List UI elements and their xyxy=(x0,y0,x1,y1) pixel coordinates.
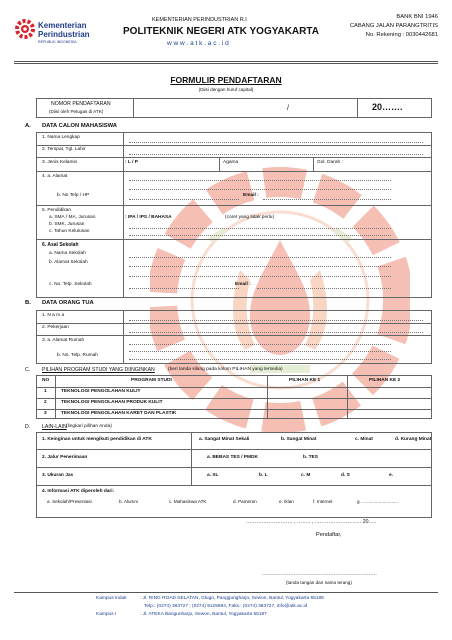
website: w w w . a t k . a c . i d xyxy=(167,40,229,47)
input-alamat-sekolah-1[interactable] xyxy=(129,266,391,267)
option-jas-m[interactable]: c. M xyxy=(301,473,311,478)
section-b-title: DATA ORANG TUA xyxy=(42,300,94,306)
field-alamat-rumah: 3. a. Alamat Rumah xyxy=(42,338,85,343)
pilihan-1-cell[interactable] xyxy=(269,388,345,419)
field-email-sekolah: Email : xyxy=(235,282,251,287)
option-jurusan[interactable]: : IPA / IPS / BAHASA xyxy=(125,215,172,220)
registration-year: 20……. xyxy=(372,102,403,112)
logo-line-2: Perindustrian xyxy=(38,30,90,39)
field-asal-sekolah: 6. Asal Sekolah xyxy=(42,242,79,248)
lain-lain-table xyxy=(36,432,432,518)
prodi-row-name: TEKNOLOGI PENGOLAHAN KULIT xyxy=(61,389,141,394)
option-jalur-a[interactable]: a. BEBAS TES / PMDK xyxy=(207,455,258,460)
prodi-row-no: 2 xyxy=(44,400,47,405)
logo-line-1: Kementerian xyxy=(38,21,87,30)
field-sma-jurusan: a. SMA / MA, Jurusan xyxy=(49,215,96,220)
input-email-sekolah[interactable] xyxy=(257,288,391,289)
registration-sublabel: (Diisi oleh Petugas di ATK) xyxy=(49,109,104,114)
field-nama-sekolah: a. Nama Sekolah xyxy=(49,251,86,256)
footer-kampus-induk-address: : Jl. RING ROAD SELATAN, Glugo, Panggungharjo, Sewon, Bantul, Yogyakarta 55188 xyxy=(140,596,324,601)
field-alamat: 4. a. Alamat xyxy=(42,174,68,179)
question-informasi: 4. Informasi ATK diperoleh dari: xyxy=(42,489,115,494)
input-nama-ortu[interactable] xyxy=(129,320,423,321)
option-info-c[interactable]: c. Mahasiswa ATK xyxy=(169,499,207,504)
input-alamat-sekolah-2[interactable] xyxy=(129,276,391,277)
question-jalur: 2. Jalur Penerimaan xyxy=(42,455,88,460)
prodi-col-pilihan-2: PILIHAN KE 2 xyxy=(369,378,401,383)
footer-kampus-1-label: Kampus I xyxy=(96,612,117,617)
input-telp-hp[interactable] xyxy=(129,199,239,200)
footer-kampus-induk-label: Kampus Induk xyxy=(96,596,127,601)
field-telp-rumah: b. No. Telp. Rumah xyxy=(57,353,98,358)
ministry-name: KEMENTERIAN PERINDUSTRIAN R.I xyxy=(152,17,247,23)
section-b-letter: B. xyxy=(25,300,31,306)
registration-slash: / xyxy=(287,105,289,112)
field-alamat-sekolah: b. Alamat Sekolah xyxy=(49,260,88,265)
bank-branch: CABANG JALAN PARANGTRITIS xyxy=(349,23,438,29)
prodi-row-no: 1 xyxy=(44,389,47,394)
option-info-a[interactable]: a. Sekolah/Presentasi xyxy=(47,499,92,504)
section-a-letter: A. xyxy=(25,123,31,129)
input-nama-sekolah[interactable] xyxy=(129,257,391,258)
field-pekerjaan: 2. Pekerjaan xyxy=(42,325,69,330)
logo-line-3: REPUBLIK INDONESIA xyxy=(38,40,77,44)
registration-label: NOMOR PENDAFTARAN xyxy=(51,101,111,107)
option-minat-b[interactable]: b. Sangat Minat xyxy=(281,437,317,442)
input-telp-rumah[interactable] xyxy=(129,359,391,360)
option-info-b[interactable]: b. Alumni xyxy=(119,499,138,504)
field-smk-jurusan: b. SMK, Jurusan xyxy=(49,222,85,227)
option-info-f[interactable]: f. Internet xyxy=(313,499,333,504)
input-email[interactable] xyxy=(263,199,391,200)
option-jenis-kelamin[interactable]: : L / P xyxy=(125,160,138,165)
input-pekerjaan[interactable] xyxy=(129,332,423,333)
section-b-table xyxy=(36,310,432,364)
input-tempat-lahir[interactable] xyxy=(129,154,423,155)
option-info-d[interactable]: d. Pameran xyxy=(233,499,257,504)
footer-rule xyxy=(14,592,438,593)
field-pendidikan: 5. Pendidikan xyxy=(42,208,72,213)
option-info-e[interactable]: e. Iklan xyxy=(279,499,294,504)
option-jas-s[interactable]: d. S xyxy=(341,473,350,478)
pendaftar-label: Pendaftar, xyxy=(316,532,342,538)
field-jenis-kelamin: 3. Jenis Kelamin xyxy=(42,160,78,165)
place-date[interactable]: ……………………… , …….. , ……………………… 20….. xyxy=(246,519,377,525)
section-a-table xyxy=(36,132,432,298)
input-smk-jurusan[interactable] xyxy=(129,228,391,229)
section-d-letter: D. xyxy=(25,424,31,430)
option-jas-e[interactable]: e. xyxy=(389,473,394,478)
jurusan-note: (coret yang tidak perlu) xyxy=(225,215,275,220)
bank-account: No. Rekening : 0030442681 xyxy=(365,32,438,38)
gear-logo-icon xyxy=(14,18,36,40)
school-name: POLITEKNIK NEGERI ATK YOGYAKARTA xyxy=(123,26,319,37)
question-minat: 1. Keinginan untuk mengikuti pendidikan di ATK xyxy=(42,437,152,442)
input-alamat-rumah-2[interactable] xyxy=(129,351,391,352)
field-gol-darah: Gol. Darah : xyxy=(317,160,343,165)
section-c-title: PILIHAN PROGRAM STUDI YANG DIINGINKAN xyxy=(42,367,155,373)
input-telp-sekolah[interactable] xyxy=(129,288,239,289)
form-subtitle: (Diisi dengan huruf capital) xyxy=(198,87,254,92)
option-minat-a[interactable]: a. Sangat Minat Sekali xyxy=(199,437,250,442)
field-telp-hp: b. No Telp / HP xyxy=(57,193,90,198)
pilihan-2-cell[interactable] xyxy=(349,388,431,419)
registration-box xyxy=(36,98,432,118)
field-email: Email : xyxy=(243,193,259,198)
prodi-row-name: TEKNOLOGI PENGOLAHAN PRODUK KULIT xyxy=(61,400,163,405)
option-jalur-b[interactable]: b. TES xyxy=(303,455,318,460)
option-info-g[interactable]: g. ............................ xyxy=(357,499,398,504)
signature-line[interactable]: …………………………………………………………… xyxy=(262,571,377,577)
header-rule-2 xyxy=(14,63,438,64)
section-d-title: LAIN-LAIN xyxy=(42,424,67,430)
field-agama: Agama xyxy=(223,160,239,165)
prodi-col-pilihan-1: PILIHAN KE 1 xyxy=(289,378,321,383)
input-nama-lengkap[interactable] xyxy=(129,142,423,143)
option-jas-l[interactable]: b. L xyxy=(259,473,268,478)
bank-name: BANK BNI 1946 xyxy=(396,14,438,20)
field-telp-sekolah: c. No. Telp. Sekolah xyxy=(49,282,92,287)
field-nama-ortu: 1. N a m a xyxy=(42,313,65,318)
section-d-note: (lingkari pilihan Anda) xyxy=(66,424,112,429)
field-tahun-lulus: c. Tahun Kelulusan xyxy=(49,229,90,234)
section-c-letter: C. xyxy=(25,367,31,373)
input-tahun-lulus[interactable] xyxy=(129,235,391,236)
question-ukuran-jas: 3. Ukuran Jas xyxy=(42,473,74,478)
option-jas-xl[interactable]: a. XL xyxy=(207,473,219,478)
prodi-col-name: PROGRAM STUDI xyxy=(131,378,172,383)
signature-caption: (tanda tangan dan nama terang) xyxy=(286,580,352,585)
section-c-note: (beri tanda silang pada kolom PILIHAN yang tersedia) xyxy=(168,367,283,372)
section-a-title: DATA CALON MAHASISWA xyxy=(42,123,117,129)
input-alamat-2[interactable] xyxy=(129,189,391,190)
option-minat-d[interactable]: d. Kurang Minat xyxy=(395,437,432,442)
option-minat-c[interactable]: c. Minat xyxy=(355,437,373,442)
ministry-logo xyxy=(14,14,90,54)
prodi-row-no: 3 xyxy=(44,411,47,416)
prodi-col-no: NO xyxy=(42,378,50,383)
header-rule xyxy=(14,61,438,62)
field-nama-lengkap: 1. Nama Lengkap xyxy=(42,135,80,140)
prodi-row-name: TEKNOLOGI PENGOLAHAN KARET DAN PLASTIK xyxy=(61,411,177,416)
input-alamat-1[interactable] xyxy=(129,180,391,181)
footer-kampus-1-address: : Jl. ATEKA Bangunharjo, Sewon, Bantul, Yogyakarta 55187 xyxy=(140,612,267,617)
footer-contact: Telp.: (0274) 383727 ; (0274) 9125894, Faks.: (0274) 383727, info@atk.ac.id xyxy=(144,604,308,609)
input-alamat-rumah-1[interactable] xyxy=(129,344,391,345)
field-tempat-lahir: 2. Tempat, Tgl. Lahir xyxy=(42,147,86,152)
prodi-table xyxy=(36,375,432,419)
form-title: FORMULIR PENDAFTARAN xyxy=(170,75,282,85)
